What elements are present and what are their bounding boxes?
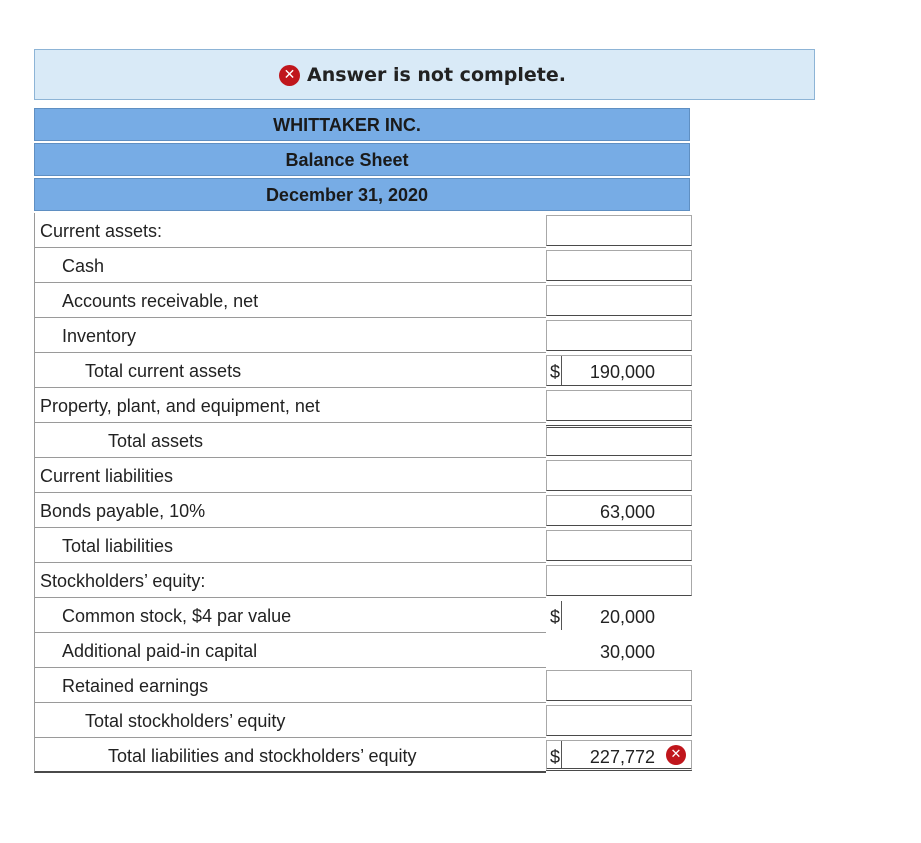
amount-input[interactable]	[546, 250, 692, 281]
row-ppe-net: Property, plant, and equipment, net	[34, 388, 692, 423]
row-inventory: Inventory	[34, 318, 692, 353]
answer-status-banner	[34, 49, 815, 100]
amount-value: 227,772	[589, 747, 655, 767]
row-total-stockholders-equity: Total stockholders’ equity	[34, 703, 692, 738]
amount-input[interactable]	[546, 355, 692, 386]
row-total-assets: Total assets	[34, 423, 692, 458]
row-total-current-assets: Total current assets $ 190,000	[34, 353, 692, 388]
row-bonds-payable: Bonds payable, 10% 63,000	[34, 493, 692, 528]
row-retained-earnings: Retained earnings	[34, 668, 692, 703]
amount-value: 20,000	[599, 607, 655, 627]
amount-input[interactable]	[546, 285, 692, 316]
amount-input[interactable]	[546, 425, 692, 456]
amount-input[interactable]	[546, 495, 692, 526]
amount-input[interactable]	[546, 740, 692, 771]
row-total-liabilities-and-equity: Total liabilities and stockholders’ equity $ 227,772 ✕	[34, 738, 692, 773]
amount-input[interactable]	[546, 705, 692, 736]
dollar-sign: $	[550, 607, 561, 627]
amount-input[interactable]	[546, 565, 692, 596]
amount-value: 30,000	[599, 642, 655, 662]
amount-value: 190,000	[589, 362, 655, 382]
answer-status-text: Answer is not complete.	[307, 64, 566, 86]
statement-title-header: Balance Sheet	[34, 143, 690, 176]
amount-input[interactable]	[546, 530, 692, 561]
statement-date-header: December 31, 2020	[34, 178, 690, 211]
amount-value: 63,000	[599, 502, 655, 522]
x-circle-icon: ✕	[279, 65, 300, 86]
row-current-assets-heading: Current assets:	[34, 213, 692, 248]
incorrect-x-icon: ✕	[666, 745, 686, 765]
row-current-liabilities: Current liabilities	[34, 458, 692, 493]
row-stockholders-equity-heading: Stockholders’ equity:	[34, 563, 692, 598]
amount-input[interactable]	[546, 390, 692, 421]
balance-sheet	[34, 108, 692, 773]
row-total-liabilities: Total liabilities	[34, 528, 692, 563]
row-accounts-receivable: Accounts receivable, net	[34, 283, 692, 318]
row-additional-paid-in-capital: Additional paid-in capital 30,000	[34, 633, 692, 668]
amount-input[interactable]	[546, 670, 692, 701]
company-name-header: WHITTAKER INC.	[34, 108, 690, 141]
row-cash: Cash	[34, 248, 692, 283]
amount-input[interactable]	[546, 320, 692, 351]
amount-input[interactable]	[546, 460, 692, 491]
amount-input[interactable]	[546, 215, 692, 246]
dollar-sign: $	[550, 747, 561, 767]
amount-input[interactable]	[546, 600, 692, 631]
row-common-stock: Common stock, $4 par value $ 20,000	[34, 598, 692, 633]
amount-input[interactable]	[546, 635, 692, 666]
dollar-sign: $	[550, 362, 561, 382]
